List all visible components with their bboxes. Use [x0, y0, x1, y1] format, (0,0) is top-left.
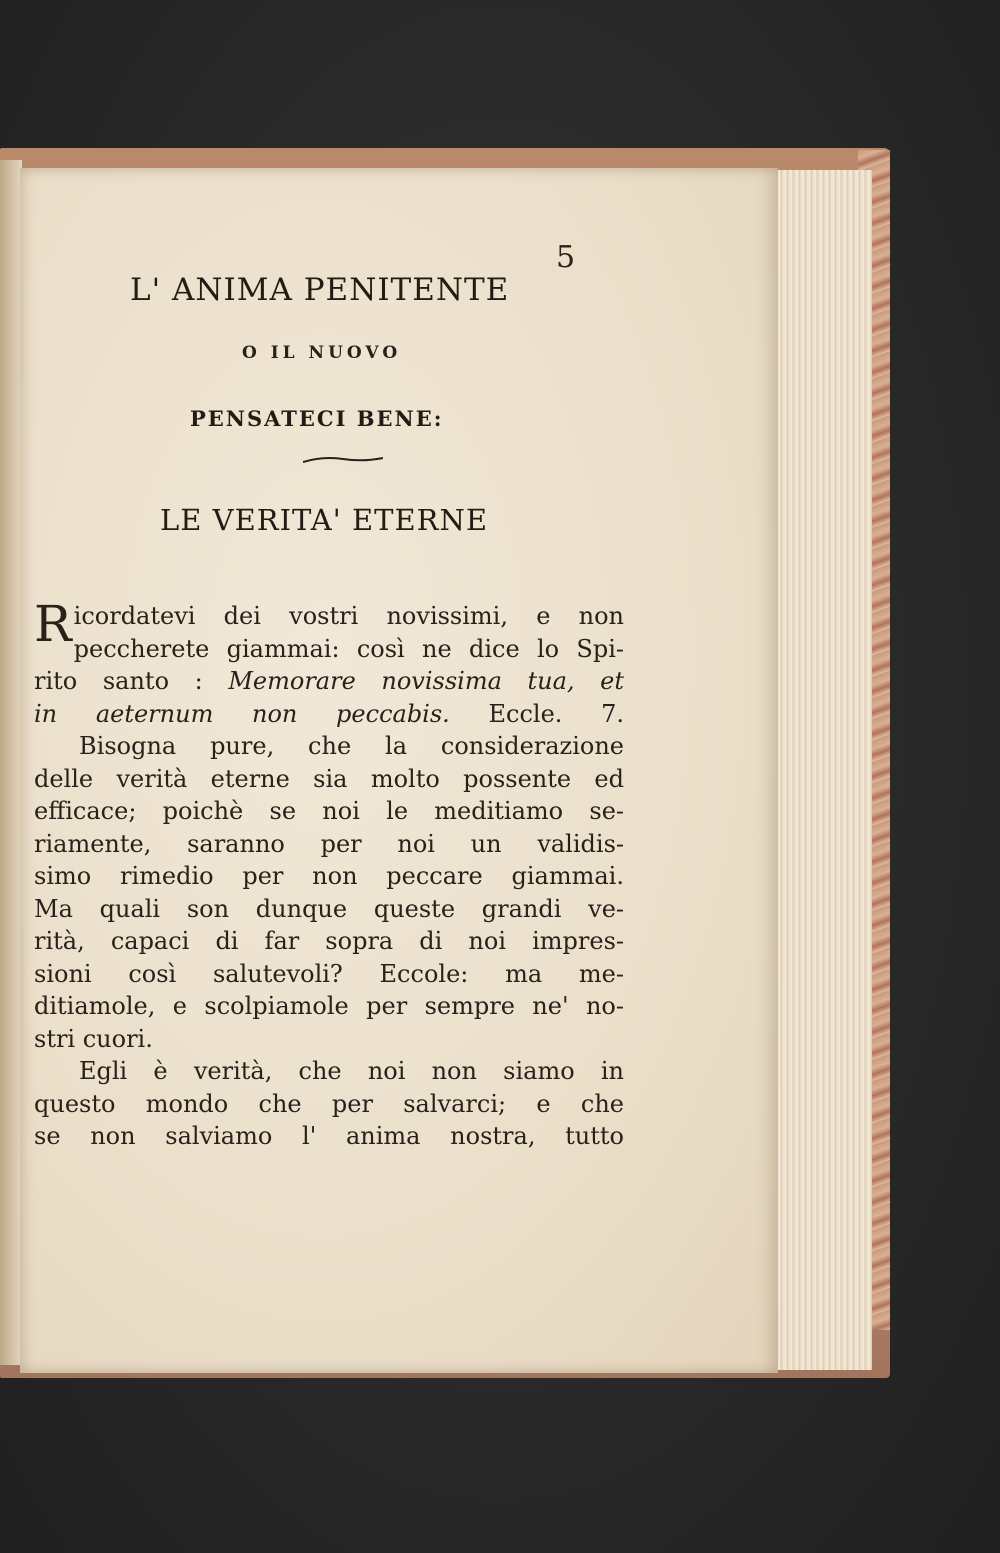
- text-line: Bisogna pure, che la considerazione: [79, 732, 624, 760]
- text-line: delle verità eterne sia molto possente ed: [34, 764, 624, 793]
- latin-quote: in aeternum non peccabis.: [34, 699, 450, 728]
- text-line: riamente, saranno per noi un validis-: [34, 829, 624, 858]
- text-line: stri cuori.: [34, 1024, 153, 1053]
- text-line: se non salviamo l' anima nostra, tutto: [34, 1122, 624, 1150]
- motto: PENSATECI BENE:: [190, 406, 444, 431]
- drop-cap: R: [34, 595, 72, 653]
- text-line: simo rimedio per non peccare giammai.: [34, 862, 624, 890]
- binding-edge: [0, 160, 22, 1365]
- paragraph-3: [34, 1055, 624, 1153]
- book-page: [20, 168, 778, 1373]
- body-text: [34, 595, 624, 1153]
- text-line: [34, 665, 624, 698]
- text-line: rità, capaci di far sopra di noi impres-: [34, 927, 624, 955]
- paragraph-1: [34, 595, 624, 730]
- text-line: icordatevi dei vostri novissimi, e non: [73, 602, 624, 630]
- text-line: questo mondo che per salvarci; e che: [34, 1089, 624, 1118]
- subtitle: O IL NUOVO: [242, 343, 402, 363]
- text-line: peccherete giammai: così ne dice lo Spi-: [73, 634, 624, 663]
- section-title: LE VERITA' ETERNE: [160, 503, 488, 537]
- ornament-rule: [303, 456, 383, 464]
- page-stack: [775, 170, 872, 1370]
- text-line: sioni così salutevoli? Eccole: ma me-: [34, 959, 624, 988]
- page-number: 5: [556, 240, 576, 275]
- text-run: rito santo :: [34, 667, 229, 695]
- page-title: L' ANIMA PENITENTE: [130, 272, 510, 308]
- text-line: efficace; poichè se noi le meditiamo se-: [34, 797, 624, 825]
- text-line: Egli è verità, che noi non siamo in: [79, 1057, 624, 1085]
- text-line: Ma quali son dunque queste grandi ve-: [34, 894, 624, 923]
- text-line: [34, 698, 624, 731]
- text-line: ditiamole, e scolpiamole per sempre ne' no-: [34, 992, 624, 1020]
- paragraph-2: [34, 730, 624, 1055]
- citation: Eccle. 7.: [449, 699, 624, 728]
- latin-quote: Memorare novissima tua, et: [228, 667, 624, 695]
